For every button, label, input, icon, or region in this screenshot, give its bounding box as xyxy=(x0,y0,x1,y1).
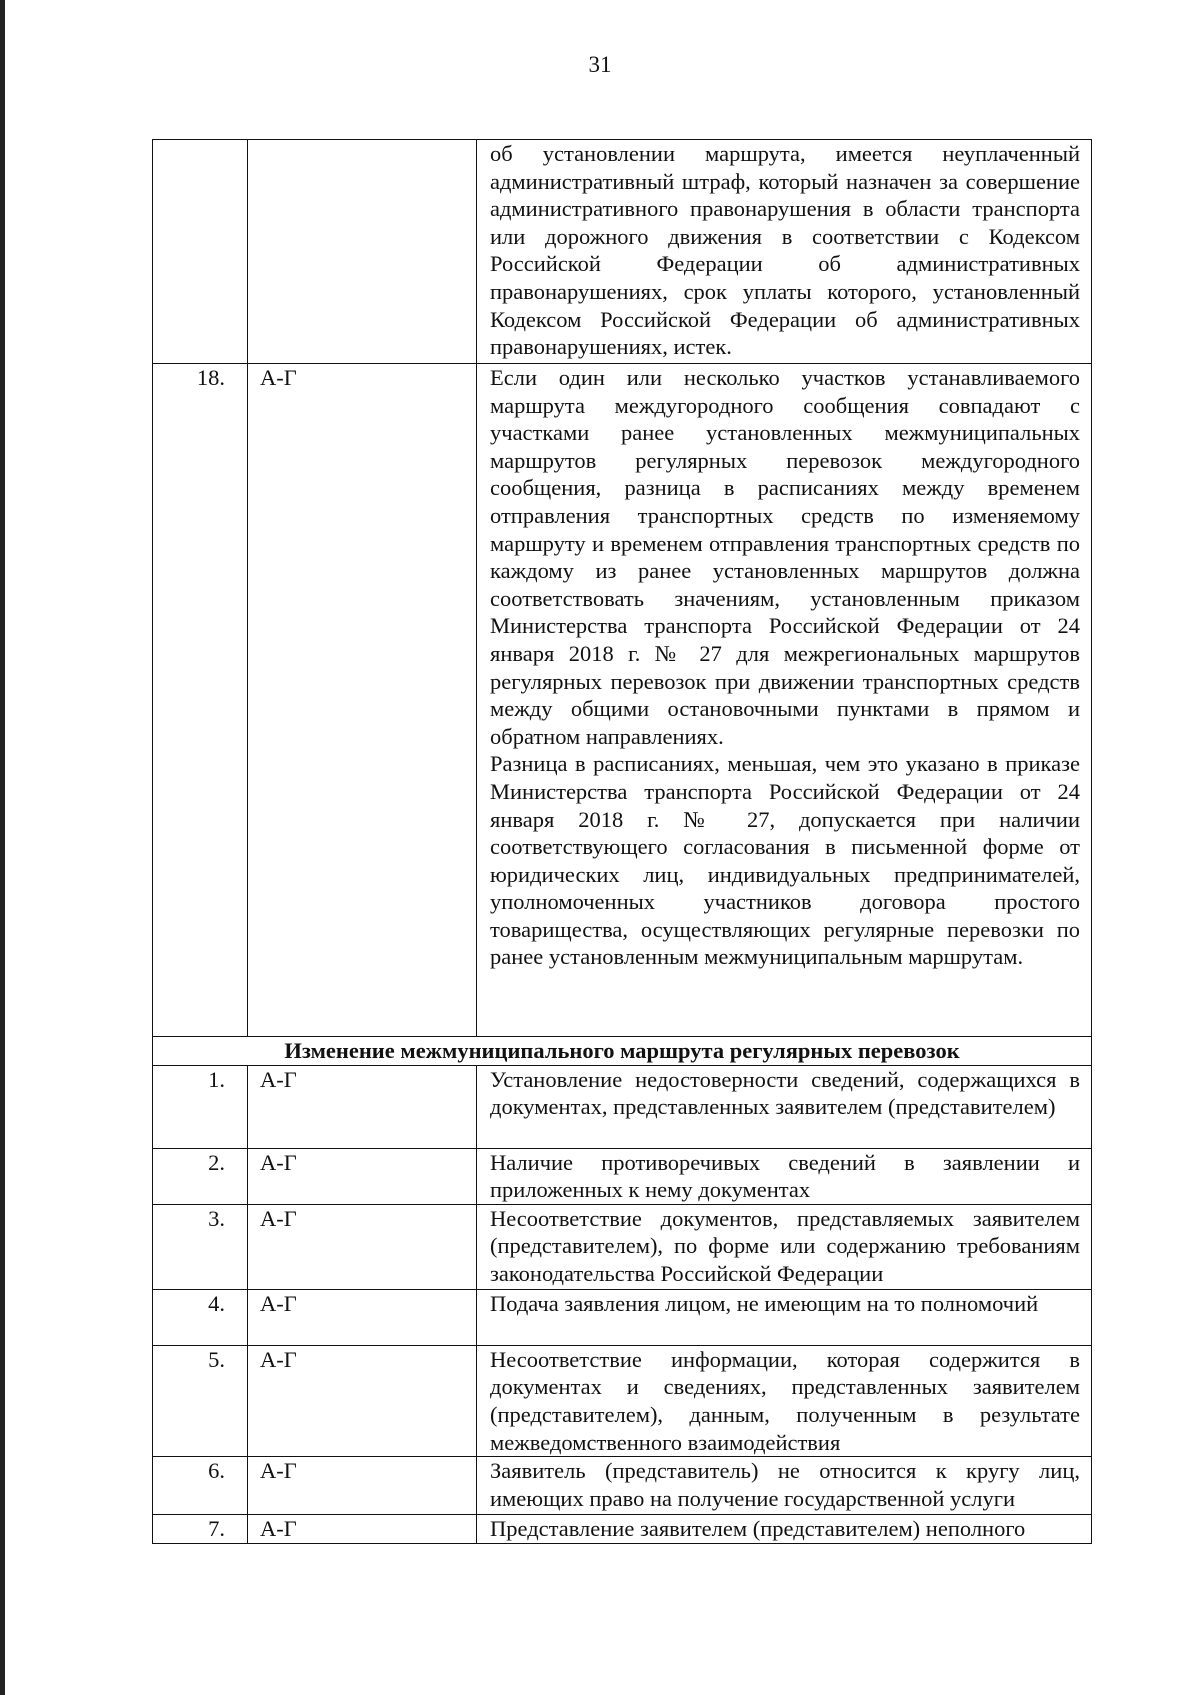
row-number: 3. xyxy=(153,1204,248,1289)
row-text: об установлении маршрута, имеется неуплаченный административный штраф, который назначен за совершение административного правонарушения в области транспорта или дорожного движения в соответствии с Кодексом Российской Федерации об административных правонарушениях, срок уплаты которого, установленный Кодексом Российской Федерации об административных правонарушениях, истек. xyxy=(477,140,1092,364)
row-code: А-Г xyxy=(248,1289,477,1345)
table-row xyxy=(153,1289,1092,1345)
table-row xyxy=(153,364,1092,1037)
row-paragraph: Если один или несколько участков устанавливаемого маршрута междугородного сообщения совпадают с участками ранее установленных межмуниципальных маршрутов регулярных перевозок междугородного сообщения, разница в расписаниях между временем отправления транспортных средств по изменяемому маршруту и временем отправления транспортных средств по каждому из ранее установленных маршрутов должна соответствовать значениям, установленным приказом Министерства транспорта Российской Федерации от 24 января 2018 г. № 27 для межрегиональных маршрутов регулярных перевозок при движении транспортных средств между общими остановочными пунктами в прямом и обратном направлениях. xyxy=(490,365,1080,749)
row-code xyxy=(248,140,477,364)
page-number: 31 xyxy=(588,52,612,77)
row-text: Заявитель (представитель) не относится к кругу лиц, имеющих право на получение государственной услуги xyxy=(477,1457,1092,1515)
row-text xyxy=(477,364,1092,1037)
table-row xyxy=(153,140,1092,364)
row-text: Подача заявления лицом, не имеющим на то полномочий xyxy=(477,1289,1092,1345)
row-number: 18. xyxy=(153,364,248,1037)
section-row xyxy=(153,1037,1092,1066)
table-row xyxy=(153,1345,1092,1456)
table-row xyxy=(153,1204,1092,1289)
scan-edge xyxy=(0,0,5,1695)
table-row xyxy=(153,1457,1092,1515)
row-code: А-Г xyxy=(248,1065,477,1148)
row-text: Наличие противоречивых сведений в заявлении и приложенных к нему документах xyxy=(477,1148,1092,1204)
row-number: 5. xyxy=(153,1345,248,1456)
table-row xyxy=(153,1065,1092,1148)
row-text: Установление недостоверности сведений, содержащихся в документах, представленных заявителем (представителем) xyxy=(477,1065,1092,1148)
table-row xyxy=(153,1148,1092,1204)
row-code: А-Г xyxy=(248,1515,477,1544)
conditions-table xyxy=(152,139,1092,1544)
row-number: 7. xyxy=(153,1515,248,1544)
row-code: А-Г xyxy=(248,1457,477,1515)
row-number: 6. xyxy=(153,1457,248,1515)
row-number xyxy=(153,140,248,364)
row-number: 2. xyxy=(153,1148,248,1204)
section-heading: Изменение межмуниципального маршрута регулярных перевозок xyxy=(153,1037,1092,1066)
row-code: А-Г xyxy=(248,364,477,1037)
row-code: А-Г xyxy=(248,1204,477,1289)
row-code: А-Г xyxy=(248,1345,477,1456)
row-number: 1. xyxy=(153,1065,248,1148)
row-paragraph: Разница в расписаниях, меньшая, чем это указано в приказе Министерства транспорта Российской Федерации от 24 января 2018 г. № 27, допускается при наличии соответствующего согласования в письменной форме от юридических лиц, индивидуальных предпринимателей, уполномоченных участников договора простого товарищества, осуществляющих регулярные перевозки по ранее установленным межмуниципальным маршрутам. xyxy=(490,751,1080,970)
row-number: 4. xyxy=(153,1289,248,1345)
row-text: Представление заявителем (представителем) неполного xyxy=(477,1515,1092,1544)
row-text: Несоответствие информации, которая содержится в документах и сведениях, представленных заявителем (представителем), данным, полученным в результате межведомственного взаимодействия xyxy=(477,1345,1092,1456)
row-code: А-Г xyxy=(248,1148,477,1204)
row-text: Несоответствие документов, представляемых заявителем (представителем), по форме или содержанию требованиям законодательства Российской Федерации xyxy=(477,1204,1092,1289)
table-row xyxy=(153,1515,1092,1544)
